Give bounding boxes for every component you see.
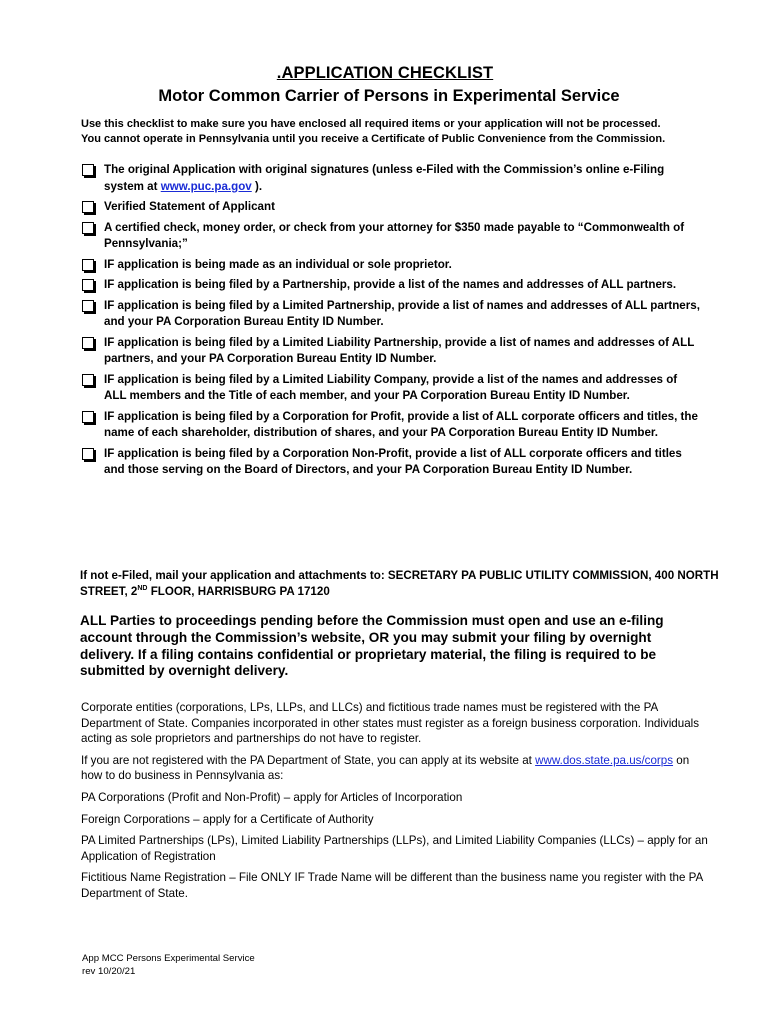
checklist-item <box>80 335 700 368</box>
intro-text <box>81 117 721 146</box>
info-paragraph: Corporate entities (corporations, LPs, LLPs, and LLCs) and fictitious trade names must be registered with the PA Department of State. Companies incorporated in other states must register as a foreign business corporation. Individuals acting as sole proprietors and partnerships do not have to register. <box>81 701 700 746</box>
checkbox-icon[interactable] <box>82 259 94 271</box>
footer-revision: rev 10/20/21 <box>82 965 136 977</box>
checkbox-icon[interactable] <box>82 279 94 291</box>
application-checklist <box>80 162 700 483</box>
info-paragraph: Foreign Corporations – apply for a Certificate of Authority <box>81 812 374 826</box>
intro-line-1: Use this checklist to make sure you have enclosed all required items or your application will not be processed. <box>81 118 661 130</box>
footer-form-name: App MCC Persons Experimental Service <box>82 953 255 964</box>
intro-line-2: You cannot operate in Pennsylvania until you receive a Certificate of Public Convenience from the Commission. <box>81 132 666 145</box>
checkbox-icon[interactable] <box>82 222 94 234</box>
checkbox-icon[interactable] <box>82 201 94 213</box>
registration-info <box>81 700 711 908</box>
checklist-item <box>80 277 700 294</box>
page-title: .APPLICATION CHECKLIST <box>276 64 494 82</box>
checklist-item-text: IF application is being filed by a Corporation Non-Profit, provide a list of ALL corporate officers and titles and those serving on the Board of Directors, and your PA Corporation Bureau Entity ID Number. <box>104 446 682 476</box>
checkbox-icon[interactable] <box>82 448 94 460</box>
checklist-item-text: IF application is being filed by a Limited Liability Company, provide a list of the names and addresses of ALL members and the Title of each member, and your PA Corporation Bureau Entity ID Number. <box>104 372 678 402</box>
checklist-item <box>80 372 700 405</box>
info-text: If you are not registered with the PA Department of State, you can apply at its website at <box>81 753 536 767</box>
checklist-item-text: IF application is being filed by a Corporation for Profit, provide a list of ALL corporate officers and titles, the name of each shareholder, distribution of shares, and your PA Corporation Bureau Entity ID Number. <box>104 409 698 439</box>
checklist-item-text-end: ). <box>251 179 263 193</box>
checklist-item-text: IF application is being filed by a Partnership, provide a list of the names and addresses of ALL partners. <box>104 278 677 291</box>
info-paragraph <box>81 753 711 784</box>
page-subtitle: Motor Common Carrier of Persons in Experimental Service <box>158 87 620 105</box>
info-paragraph: PA Corporations (Profit and Non-Profit) – apply for Articles of Incorporation <box>81 790 463 804</box>
checklist-item-text: The original Application with original signatures (unless e-Filed with the Commission’s online e-Filing system at <box>104 163 665 193</box>
checkbox-icon[interactable] <box>82 164 94 176</box>
mailing-text: If not e-Filed, mail your application and attachments to: SECRETARY PA PUBLIC UTILITY COMMISSION, 400 NORTH STREET, 2 <box>80 569 719 598</box>
checklist-item <box>80 298 700 331</box>
checkbox-icon[interactable] <box>82 374 94 386</box>
puc-website-link[interactable]: www.puc.pa.gov <box>160 179 252 193</box>
checklist-item <box>80 446 700 479</box>
floor-superscript: ND <box>137 585 148 592</box>
checklist-item-text: IF application is being filed by a Limited Partnership, provide a list of names and addresses of ALL partners, and your PA Corporation Bureau Entity ID Number. <box>104 298 700 328</box>
dos-website-link[interactable]: www.dos.state.pa.us/corps <box>535 753 674 767</box>
mailing-instructions <box>80 568 720 600</box>
checkbox-icon[interactable] <box>82 411 94 423</box>
document-footer <box>82 953 382 978</box>
checklist-item-text: IF application is being made as an individual or sole proprietor. <box>104 257 452 271</box>
info-paragraph: Fictitious Name Registration – File ONLY IF Trade Name will be different than the business name you register with the PA Department of State. <box>81 871 703 900</box>
checklist-item <box>80 199 700 216</box>
checklist-item-text: A certified check, money order, or check from your attorney for $350 made payable to “Commonwealth of Pennsylvania;” <box>104 220 685 250</box>
checkbox-icon[interactable] <box>82 300 94 312</box>
checklist-item <box>80 220 700 253</box>
checklist-item-text: IF application is being filed by a Limited Liability Partnership, provide a list of names and addresses of ALL partners, and your PA Corporation Bureau Entity ID Number. <box>104 335 695 365</box>
info-paragraph: PA Limited Partnerships (LPs), Limited Liability Partnerships (LLPs), and Limited Liability Companies (LLCs) – apply for an Application of Registration <box>81 834 708 863</box>
checklist-item <box>80 257 700 274</box>
checklist-item-text: Verified Statement of Applicant <box>104 200 275 213</box>
checkbox-icon[interactable] <box>82 337 94 349</box>
mailing-text-end: FLOOR, HARRISBURG PA 17120 <box>147 585 330 598</box>
info-text-end: on how to do business in Pennsylvania as: <box>81 753 690 783</box>
efiling-notice: ALL Parties to proceedings pending before the Commission must open and use an e-filing account through the Commission’s website, OR you may submit your filing by overnight delivery. If a filing contains confidential or proprietary material, the filing is required to be submitted by overnight delivery. <box>80 613 664 679</box>
checklist-item <box>80 409 700 442</box>
checklist-item <box>80 162 700 195</box>
